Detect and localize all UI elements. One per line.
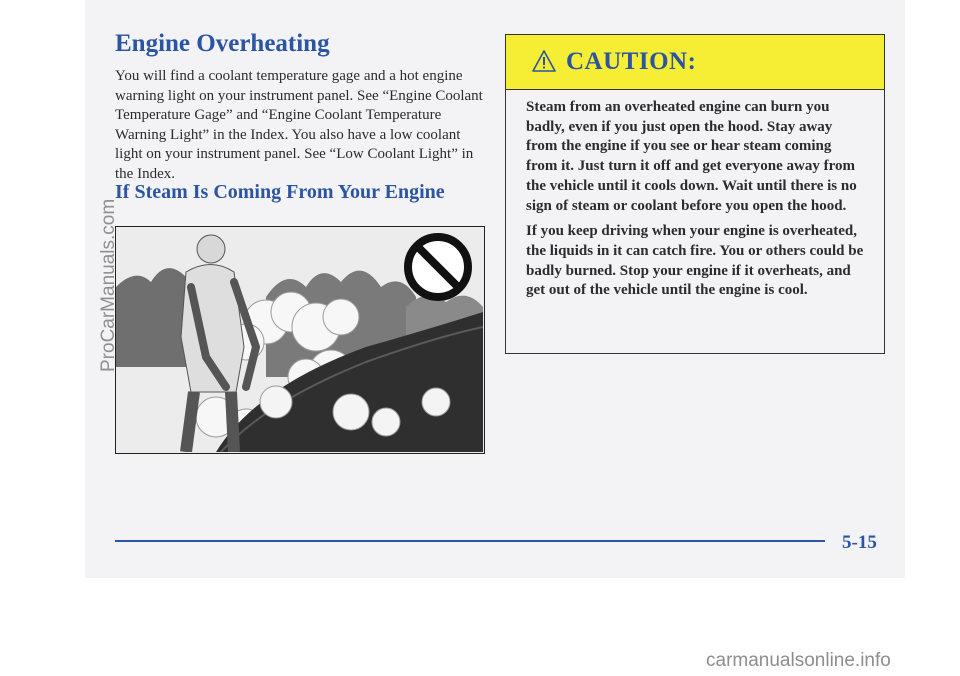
no-symbol-icon (408, 237, 468, 297)
section-subheading: If Steam Is Coming From Your Engine (115, 181, 445, 203)
caution-body (506, 90, 884, 301)
steam-illustration (115, 226, 485, 454)
man-opening-steaming-hood (116, 227, 483, 452)
warning-triangle-icon (532, 50, 556, 72)
caution-header (506, 35, 884, 90)
footer-rule (115, 540, 825, 542)
page-heading: Engine Overheating (115, 30, 330, 57)
side-watermark: ProCarManuals.com (98, 198, 119, 372)
bottom-watermark: carmanualsonline.info (706, 650, 891, 671)
intro-paragraph: You will find a coolant temperature gage and a hot engine warning light on your instrument panel. See “Engine Coolant Temperature Gage” and “Engine Coolant Temperature Warning Light” in the Index. You also have a low coolant light on your instrument panel. See “Low Coolant Light” in the Index. (115, 68, 483, 182)
caution-box (505, 34, 885, 354)
page-number: 5-15 (842, 532, 877, 553)
caution-paragraph: Steam from an overheated engine can burn you badly, even if you just open the hood. Stay away from the engine if you see or hear steam coming from it. Just turn it off and get everyone away from the vehicle until it cools down. Wait until there is no sign of steam or coolant before you open the hood. (526, 99, 857, 214)
caution-paragraph: If you keep driving when your engine is overheated, the liquids in it can catch fire. You or others could be badly burned. Stop your engine if it overheats, and get out of the vehicle until the engine is cool. (526, 223, 864, 299)
caution-title: CAUTION: (566, 48, 697, 75)
